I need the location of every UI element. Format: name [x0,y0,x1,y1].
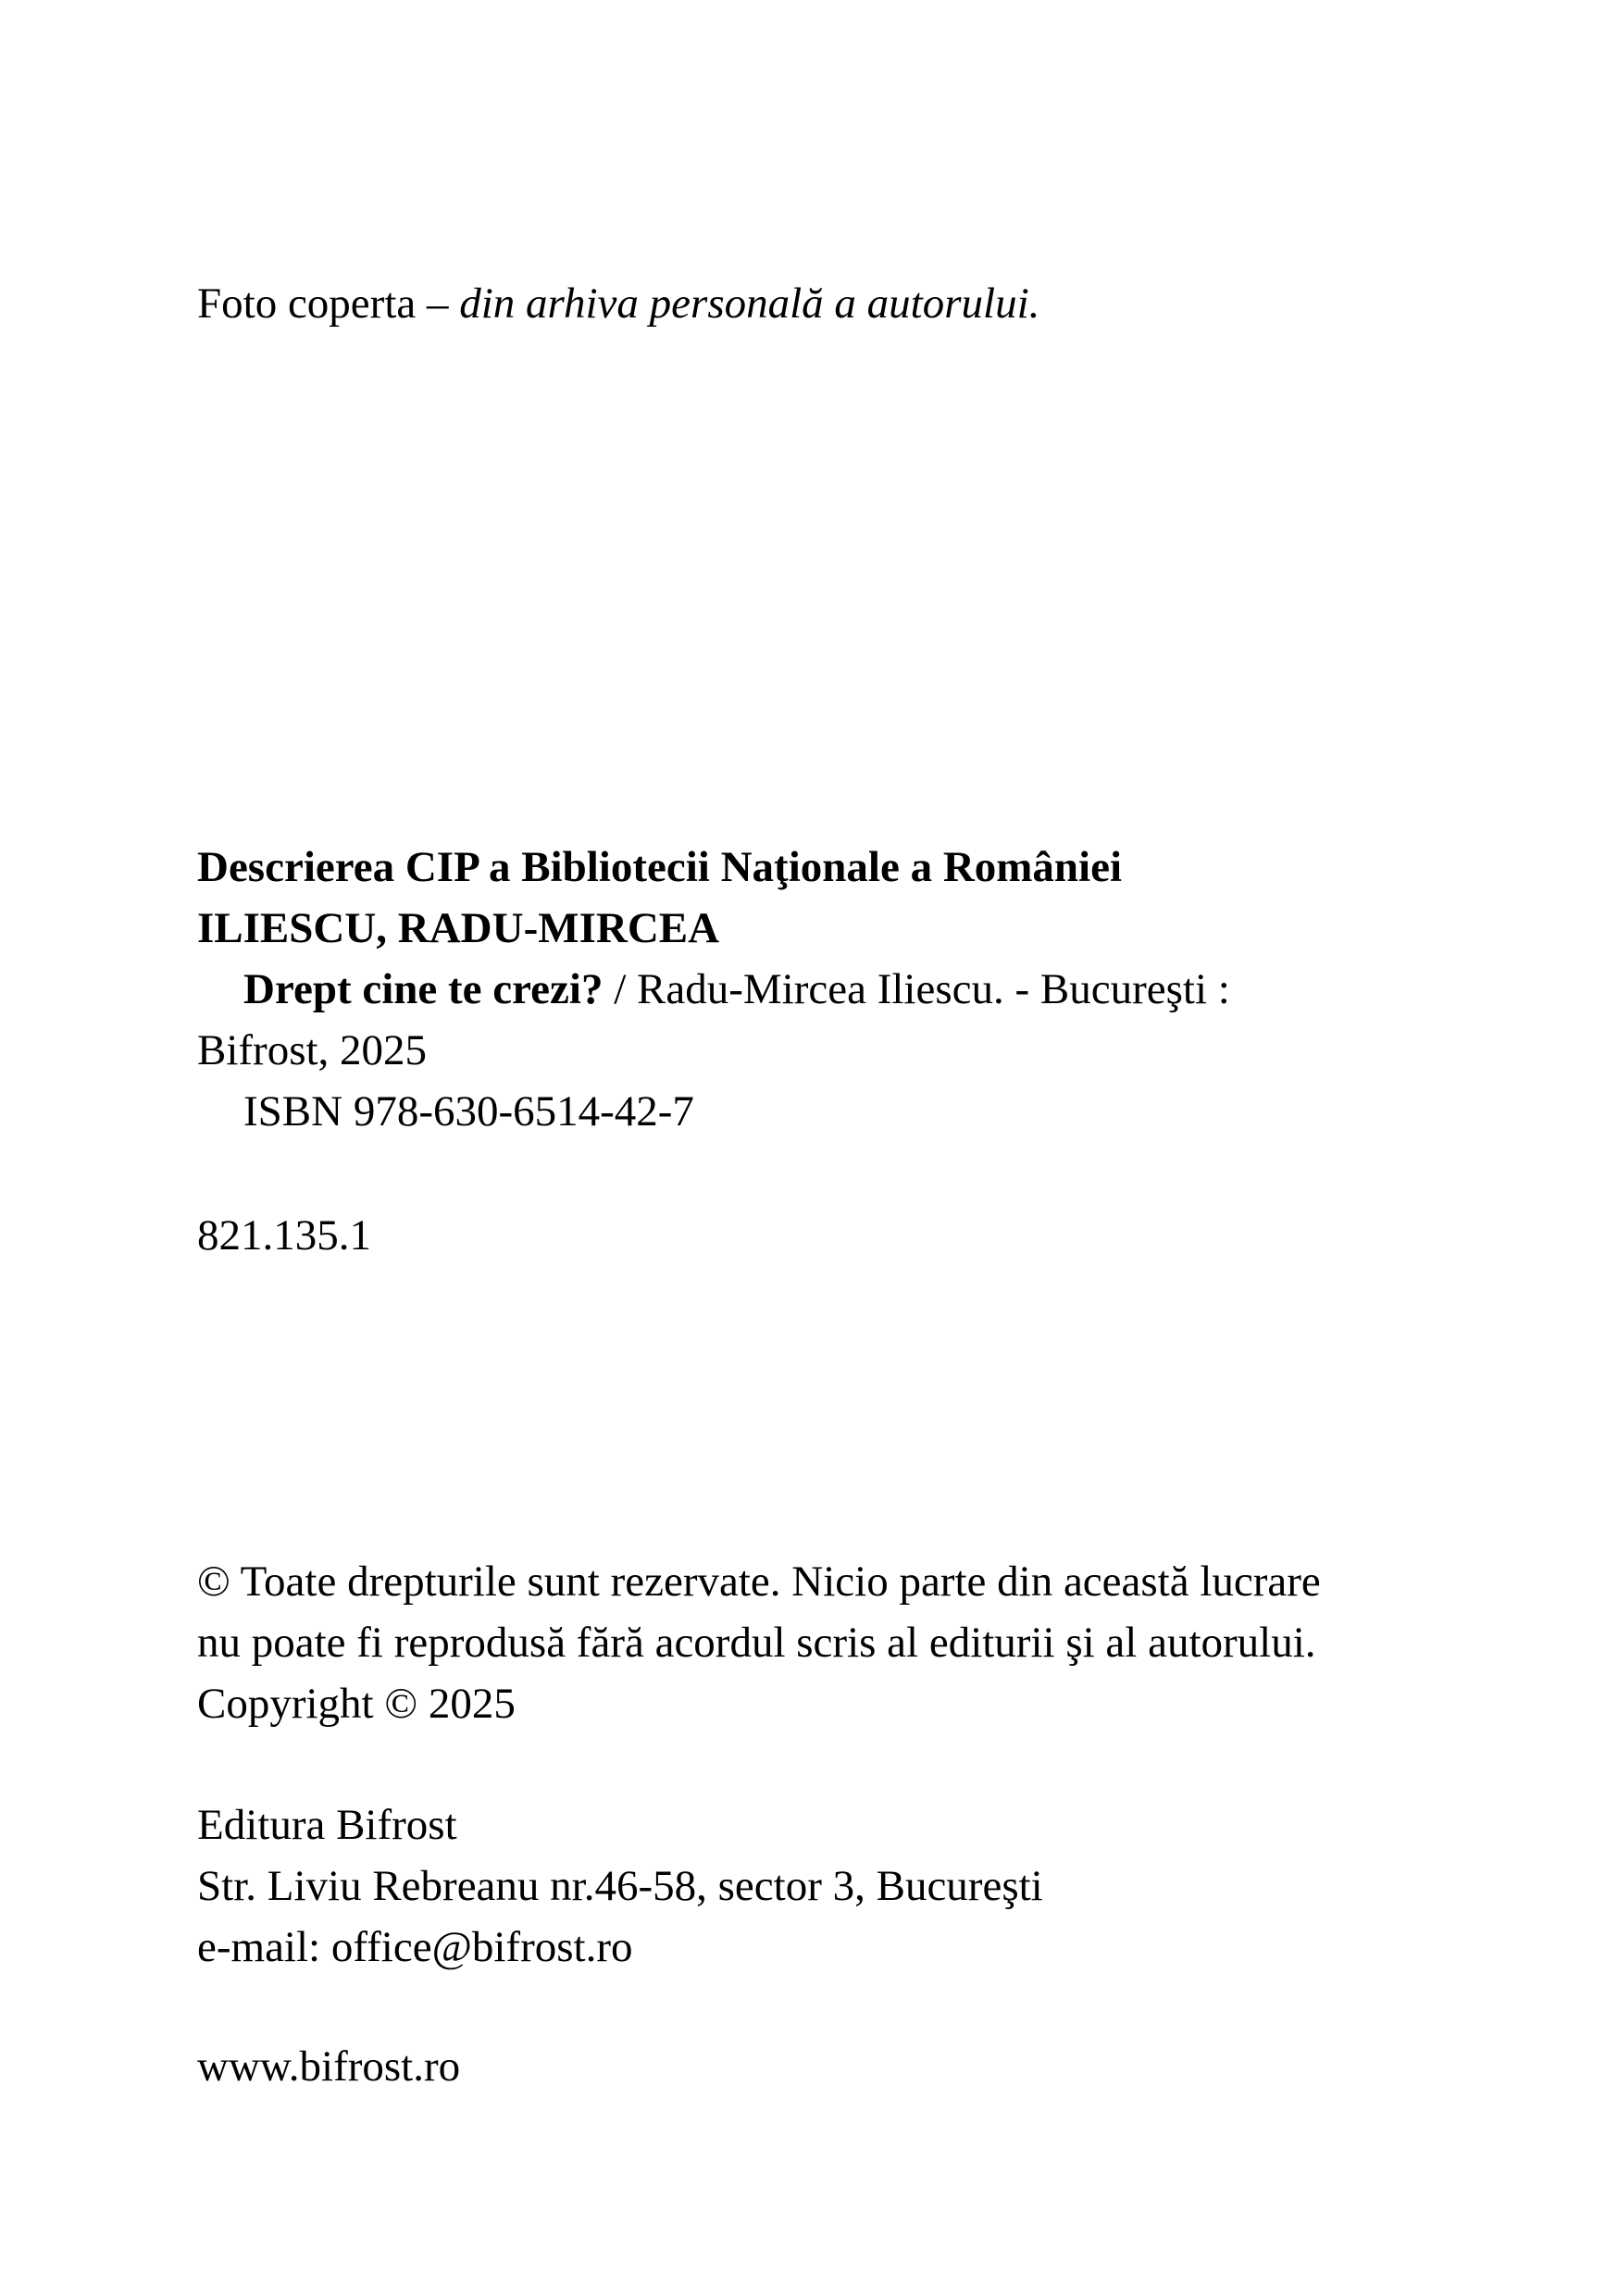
publisher-website: www.bifrost.ro [197,2042,461,2091]
copyright-line-2: nu poate fi reprodusă fără acordul scris al editurii şi al autorului. [197,1619,1316,1667]
publisher-info [197,1794,1043,1978]
cip-publisher-year: Bifrost, 2025 [197,1026,428,1074]
cip-description [197,837,1230,1142]
copyright-notice [197,1551,1321,1734]
cip-isbn: ISBN 978-630-6514-42-7 [243,1087,694,1136]
udc-code: 821.135.1 [197,1211,371,1260]
publisher-address: Str. Liviu Rebreanu nr.46-58, sector 3, Bucureşti [197,1862,1043,1910]
photo-credit-line [197,273,1039,334]
udc-classification [197,1205,371,1266]
cip-responsibility: / Radu-Mircea Iliescu. - Bucureşti : [603,965,1230,1013]
publisher-website-block [197,2036,460,2097]
copyright-line-3: Copyright © 2025 [197,1680,516,1728]
publisher-email: e-mail: office@bifrost.ro [197,1923,633,1971]
cip-author-heading: ILIESCU, RADU-MIRCEA [197,904,720,952]
photo-credit [197,273,1039,334]
publisher-name: Editura Bifrost [197,1801,457,1849]
cip-title-line [197,959,1230,1020]
copyright-line-1: © Toate drepturile sunt rezervate. Nicio parte din această lucrare [197,1558,1321,1606]
photo-credit-label: Foto coperta – [197,279,460,328]
cip-book-title: Drept cine te crezi? [243,965,604,1013]
photo-credit-source: din arhiva personală a autorului. [459,279,1040,328]
cip-heading: Descrierea CIP a Bibliotecii Naţionale a României [197,843,1123,891]
